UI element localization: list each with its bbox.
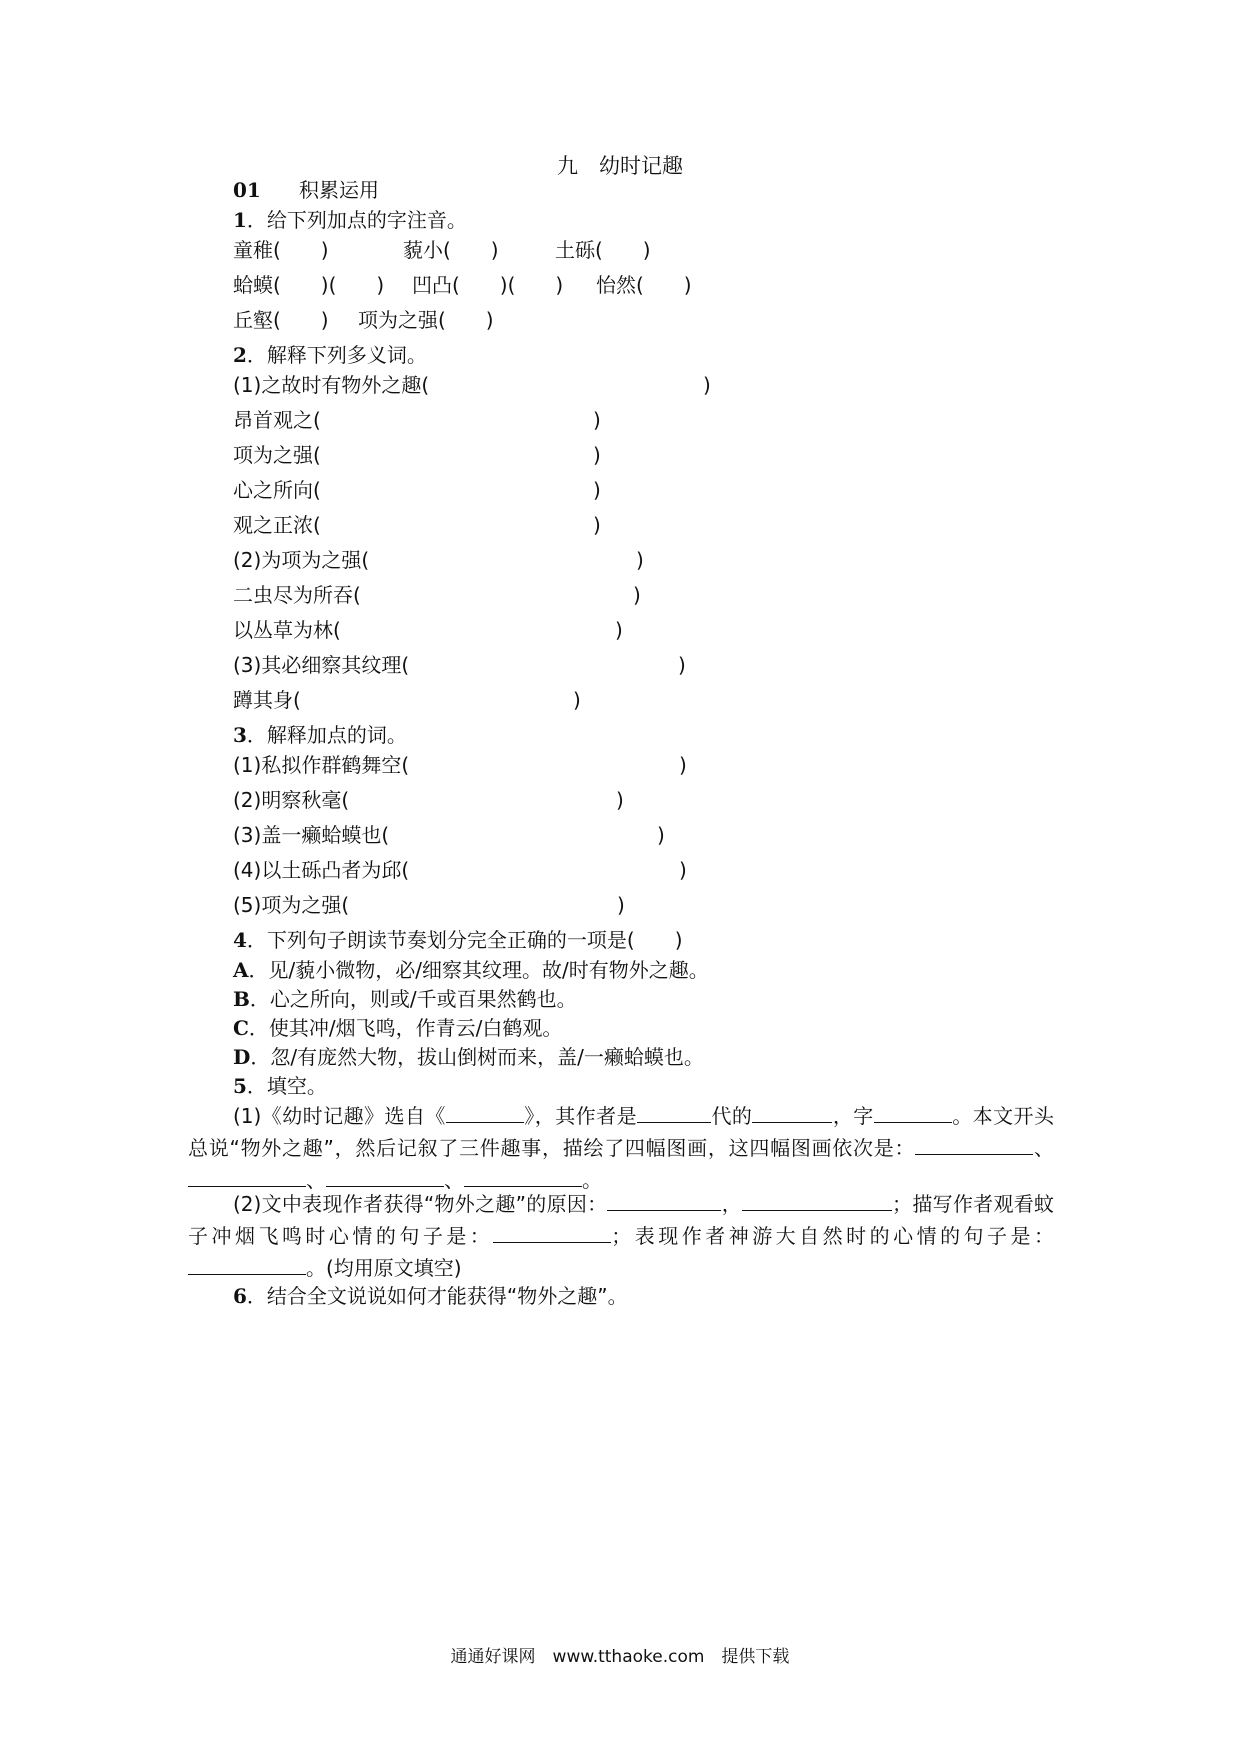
question-text: ．结合全文说说如何才能获得“物外之趣”。 bbox=[246, 1284, 628, 1308]
question-text: ．解释下列多义词。 bbox=[246, 343, 427, 367]
q3-item: (4)以土砾凸者为邱( ) bbox=[233, 858, 687, 882]
question-text: ．填空。 bbox=[246, 1074, 327, 1098]
q2-item: 项为之强( ) bbox=[233, 443, 601, 467]
q2-item: 观之正浓( ) bbox=[233, 513, 601, 537]
answer-blank[interactable] bbox=[493, 1224, 611, 1243]
section-number: 01 bbox=[233, 178, 261, 202]
q4-option-a: A．见/藐小微物，必/细察其纹理。故/时有物外之趣。 bbox=[233, 958, 709, 982]
q2-item: 昂首观之( ) bbox=[233, 408, 601, 432]
question-4-prompt bbox=[233, 928, 683, 952]
q1-item: 项为之强( ) bbox=[358, 308, 494, 332]
q3-item: (2)明察秋毫( ) bbox=[233, 788, 624, 812]
q2-item: (3)其必细察其纹理( ) bbox=[233, 653, 686, 677]
question-6-prompt bbox=[233, 1284, 628, 1308]
q1-row-3 bbox=[233, 308, 494, 332]
answer-blank[interactable] bbox=[874, 1104, 952, 1123]
q1-item: 童稚( ) bbox=[233, 238, 329, 262]
section-label: 积累运用 bbox=[299, 178, 379, 202]
q4-option-d: D．忽/有庞然大物，拔山倒树而来，盖/一癞蛤蟆也。 bbox=[233, 1045, 704, 1069]
answer-blank[interactable] bbox=[188, 1168, 306, 1187]
question-number: 6 bbox=[233, 1284, 247, 1308]
question-text: ．下列句子朗读节奏划分完全正确的一项是( ) bbox=[246, 928, 683, 952]
answer-blank[interactable] bbox=[752, 1104, 832, 1123]
q4-option-b: B．心之所向，则或/千或百果然鹤也。 bbox=[233, 987, 577, 1011]
q2-item: 蹲其身( ) bbox=[233, 688, 581, 712]
question-number: 5 bbox=[233, 1074, 247, 1098]
question-2-prompt bbox=[233, 343, 427, 367]
q5-paragraph-2: (2)文中表现作者获得“物外之趣”的原因： ， ；描写作者观看蚊子冲烟飞鸣时心情的句子是： ；表现作者神游大自然时的心情的句子是：。(均用原文填空) bbox=[188, 1192, 1055, 1280]
question-3-prompt bbox=[233, 723, 407, 747]
q3-item: (3)盖一癞蛤蟆也( ) bbox=[233, 823, 665, 847]
q2-item: 二虫尽为所吞( ) bbox=[233, 583, 641, 607]
section-header bbox=[233, 178, 379, 202]
q2-item: (1)之故时有物外之趣( ) bbox=[233, 373, 711, 397]
answer-blank[interactable] bbox=[637, 1104, 711, 1123]
q2-item: 以丛草为林( ) bbox=[233, 618, 623, 642]
question-1-prompt bbox=[233, 208, 467, 232]
q1-item: 凹凸( )( ) bbox=[412, 273, 564, 297]
question-5-prompt bbox=[233, 1074, 327, 1098]
question-number: 3 bbox=[233, 723, 247, 747]
q5-paragraph-1: (1)《幼时记趣》选自《 》，其作者是 代的 ，字 。本文开头总说“物外之趣”，然后记叙了三件趣事，描绘了四幅图画，这四幅图画依次是： 、、 、 。 bbox=[188, 1104, 1055, 1192]
question-number: 2 bbox=[233, 343, 247, 367]
answer-blank[interactable] bbox=[188, 1256, 306, 1275]
answer-blank[interactable] bbox=[464, 1168, 582, 1187]
q1-item: 土砾( ) bbox=[555, 238, 651, 262]
q1-item: 怡然( ) bbox=[596, 273, 692, 297]
question-text: ．解释加点的词。 bbox=[246, 723, 407, 747]
q1-row-1 bbox=[233, 238, 651, 262]
q2-item: 心之所向( ) bbox=[233, 478, 601, 502]
q4-option-c: C．使其冲/烟飞鸣，作青云/白鹤观。 bbox=[233, 1016, 563, 1040]
answer-blank[interactable] bbox=[446, 1104, 524, 1123]
answer-blank[interactable] bbox=[742, 1192, 892, 1211]
page-title: 九 幼时记趣 bbox=[557, 154, 683, 178]
answer-blank[interactable] bbox=[915, 1136, 1033, 1155]
question-number: 4 bbox=[233, 928, 247, 952]
q2-item: (2)为项为之强( ) bbox=[233, 548, 644, 572]
question-text: ．给下列加点的字注音。 bbox=[246, 208, 467, 232]
answer-blank[interactable] bbox=[607, 1192, 721, 1211]
q3-item: (1)私拟作群鹤舞空( ) bbox=[233, 753, 687, 777]
q1-row-2 bbox=[233, 273, 692, 297]
q1-item: 藐小( ) bbox=[403, 238, 499, 262]
q1-item: 丘壑( ) bbox=[233, 308, 329, 332]
q3-item: (5)项为之强( ) bbox=[233, 893, 625, 917]
q1-item: 蛤蟆( )( ) bbox=[233, 273, 385, 297]
question-number: 1 bbox=[233, 208, 247, 232]
page-footer: 通通好课网 www.tthaoke.com 提供下载 bbox=[450, 1647, 790, 1667]
answer-blank[interactable] bbox=[326, 1168, 444, 1187]
